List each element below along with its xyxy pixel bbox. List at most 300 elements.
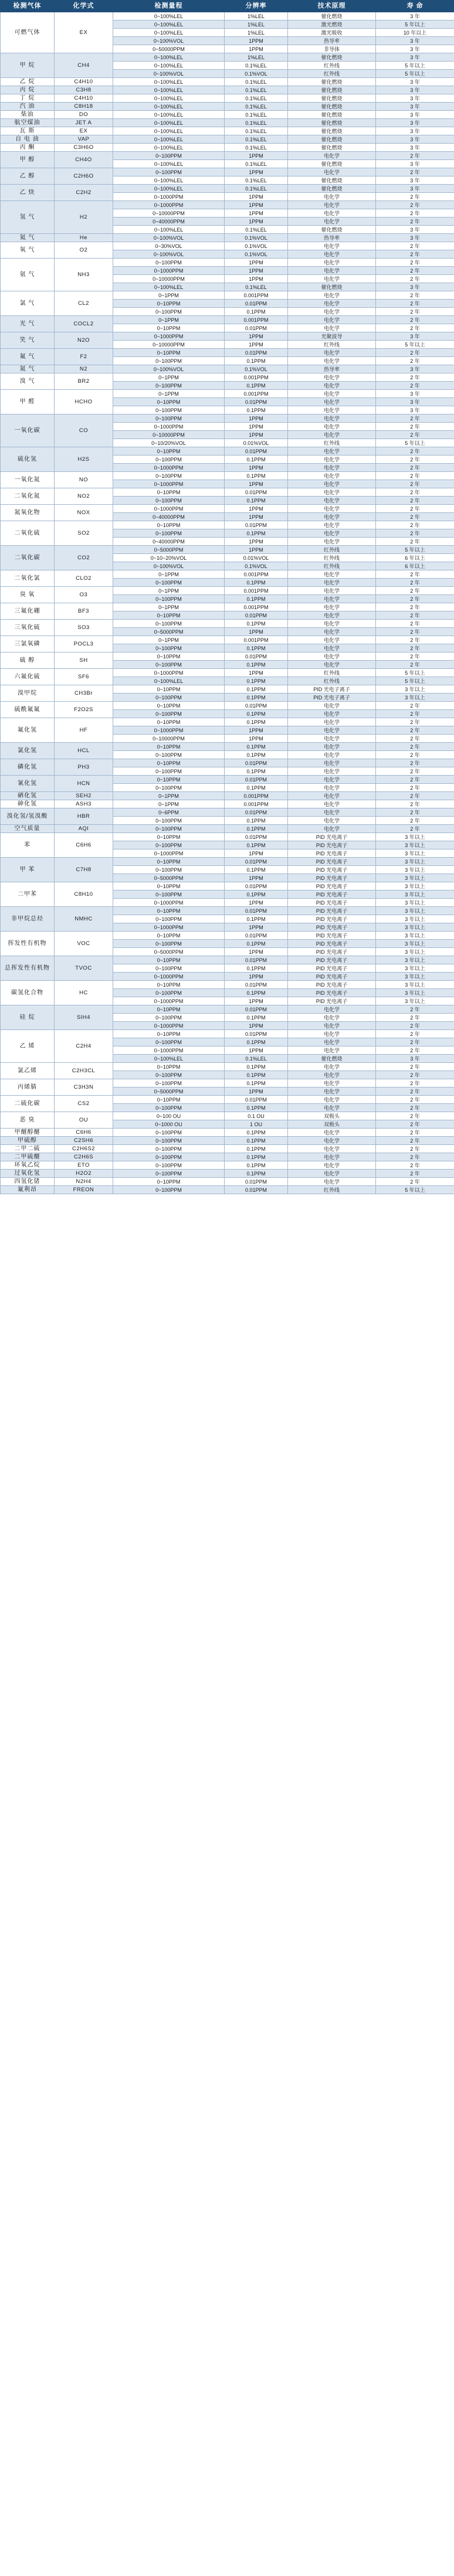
measurement-range-cell: 0~100PPM (113, 644, 225, 653)
chemical-formula-cell: N2O (55, 332, 113, 349)
resolution-cell: 1PPM (225, 414, 288, 423)
resolution-cell: 0.001PPM (225, 390, 288, 398)
technology-cell: 电化学 (288, 431, 376, 439)
resolution-cell: 0.1PPM (225, 472, 288, 480)
measurement-range-cell: 0~100%LEL (113, 94, 225, 103)
table-row (1, 521, 454, 529)
gas-name-cell: 氯乙烯 (1, 1063, 55, 1079)
lifetime-cell: 2 年 (376, 1014, 454, 1022)
measurement-range-cell: 0~1000PPM (113, 726, 225, 735)
resolution-cell: 1PPM (225, 948, 288, 956)
resolution-cell: 1PPM (225, 973, 288, 981)
measurement-range-cell: 0~1000PPM (113, 332, 225, 341)
resolution-cell: 0.01PPM (225, 653, 288, 661)
chemical-formula-cell: SEH2 (55, 792, 113, 800)
technology-cell: 红外线 (288, 70, 376, 78)
measurement-range-cell: 0~1000PPM (113, 923, 225, 932)
technology-cell: 电化学 (288, 193, 376, 201)
technology-cell: 电化学 (288, 390, 376, 398)
resolution-cell: 1PPM (225, 193, 288, 201)
technology-cell: 电化学 (288, 710, 376, 718)
table-row (1, 135, 454, 144)
lifetime-cell: 3 年 (376, 45, 454, 53)
table-row (1, 316, 454, 324)
lifetime-cell: 3 年以上 (376, 833, 454, 841)
measurement-range-cell: 0~1000PPM (113, 423, 225, 431)
measurement-range-cell: 0~100%VOL (113, 365, 225, 373)
lifetime-cell: 2 年 (376, 636, 454, 644)
technology-cell: 电化学 (288, 1096, 376, 1104)
technology-cell: 电化学 (288, 472, 376, 480)
chemical-formula-cell: HCN (55, 776, 113, 792)
resolution-cell: 0.1PPM (225, 784, 288, 792)
technology-cell: 红外线 (288, 669, 376, 677)
lifetime-cell: 3 年以上 (376, 849, 454, 858)
lifetime-cell: 2 年 (376, 644, 454, 653)
measurement-range-cell: 0~10PPM (113, 776, 225, 784)
technology-cell: 电化学 (288, 250, 376, 259)
resolution-cell: 0.1%LEL (225, 119, 288, 127)
measurement-range-cell: 0~100%LEL (113, 144, 225, 152)
gas-name-cell: 甲 醛 (1, 390, 55, 414)
resolution-cell: 0.1PPM (225, 866, 288, 874)
technology-cell: 电化学 (288, 718, 376, 726)
resolution-cell: 0.01PPM (225, 349, 288, 357)
technology-cell: PID 光电离子 (288, 833, 376, 841)
technology-cell: 电化学 (288, 373, 376, 382)
measurement-range-cell: 0~100PPM (113, 414, 225, 423)
gas-name-cell: 碳氢化合物 (1, 981, 55, 1005)
technology-cell: PID 光电离子 (288, 923, 376, 932)
measurement-range-cell: 0~10PPM (113, 1178, 225, 1186)
gas-name-cell: 柴油 (1, 111, 55, 119)
technology-cell: 电化学 (288, 1038, 376, 1046)
resolution-cell: 0.1PPM (225, 1104, 288, 1112)
table-row (1, 1112, 454, 1120)
lifetime-cell: 2 年 (376, 472, 454, 480)
lifetime-cell: 2 年 (376, 1030, 454, 1038)
lifetime-cell: 3 年以上 (376, 997, 454, 1005)
measurement-range-cell: 0~10PPM (113, 858, 225, 866)
lifetime-cell: 2 年 (376, 513, 454, 521)
measurement-range-cell: 0~100%LEL (113, 226, 225, 234)
resolution-cell: 1PPM (225, 546, 288, 554)
measurement-range-cell: 0~100%LEL (113, 283, 225, 291)
technology-cell: 双极头 (288, 1120, 376, 1129)
table-row (1, 365, 454, 373)
measurement-range-cell: 0~100PPM (113, 1104, 225, 1112)
lifetime-cell: 2 年 (376, 529, 454, 538)
lifetime-cell: 3 年 (376, 1055, 454, 1063)
gas-name-cell: 氯 气 (1, 291, 55, 316)
technology-cell: 电化学 (288, 570, 376, 579)
chemical-formula-cell: VAP (55, 135, 113, 144)
technology-cell: 电化学 (288, 529, 376, 538)
resolution-cell: 1PPM (225, 923, 288, 932)
technology-cell: 催化燃烧 (288, 144, 376, 152)
measurement-range-cell: 0~1000PPM (113, 193, 225, 201)
technology-cell: PID 光电离子 (288, 899, 376, 907)
table-row (1, 152, 454, 160)
resolution-cell: 0.01PPM (225, 833, 288, 841)
technology-cell: PID 光电离子 (288, 940, 376, 948)
table-row (1, 242, 454, 250)
technology-cell: PID 光电离子 (288, 849, 376, 858)
table-row (1, 1079, 454, 1088)
technology-cell: PID 光电离子 (288, 956, 376, 964)
technology-cell: 电化学 (288, 603, 376, 611)
measurement-range-cell: 0~10PPM (113, 324, 225, 332)
measurement-range-cell: 0~1PPM (113, 792, 225, 800)
lifetime-cell: 2 年 (376, 193, 454, 201)
resolution-cell: 1PPM (225, 669, 288, 677)
resolution-cell: 0.1 OU (225, 1112, 288, 1120)
table-row (1, 981, 454, 989)
chemical-formula-cell: CO (55, 414, 113, 447)
column-header-technology: 技术原理 (288, 1, 376, 12)
measurement-range-cell: 0~100%VOL (113, 562, 225, 570)
measurement-range-cell: 0~10000PPM (113, 341, 225, 349)
gas-name-cell: 氟利昂 (1, 1186, 55, 1194)
gas-name-cell: 氮氧化物 (1, 505, 55, 521)
technology-cell: 电化学 (288, 743, 376, 751)
chemical-formula-cell: NO (55, 472, 113, 488)
gas-name-cell: 氢 气 (1, 201, 55, 234)
table-body (1, 12, 454, 1194)
lifetime-cell: 2 年 (376, 1104, 454, 1112)
measurement-range-cell: 0~5000PPM (113, 874, 225, 882)
gas-name-cell: 硫酰氟氟 (1, 702, 55, 718)
resolution-cell: 1PPM (225, 341, 288, 349)
measurement-range-cell: 0~100PPM (113, 866, 225, 874)
gas-name-cell: 三氧化硫 (1, 620, 55, 636)
chemical-formula-cell: C3H6O (55, 144, 113, 152)
measurement-range-cell: 0~100%LEL (113, 111, 225, 119)
measurement-range-cell: 0~100PPM (113, 1129, 225, 1137)
measurement-range-cell: 0~100PPM (113, 940, 225, 948)
table-row (1, 776, 454, 784)
measurement-range-cell: 0~10PPM (113, 882, 225, 891)
measurement-range-cell: 0~100%LEL (113, 127, 225, 135)
resolution-cell: 0.01PPM (225, 808, 288, 817)
column-header-formula: 化学式 (55, 1, 113, 12)
table-row (1, 78, 454, 86)
lifetime-cell: 2 年 (376, 291, 454, 300)
gas-name-cell: 航空煤油 (1, 119, 55, 127)
technology-cell: 催化燃烧 (288, 127, 376, 135)
resolution-cell: 0.01%VOL (225, 554, 288, 562)
technology-cell: 电化学 (288, 767, 376, 776)
resolution-cell: 0.1PPM (225, 357, 288, 365)
technology-cell: 红外线 (288, 554, 376, 562)
gas-name-cell: 六氟化硫 (1, 669, 55, 685)
resolution-cell: 0.1%VOL (225, 70, 288, 78)
measurement-range-cell: 0~1PPM (113, 291, 225, 300)
resolution-cell: 1 OU (225, 1120, 288, 1129)
resolution-cell: 0.1%LEL (225, 176, 288, 185)
measurement-range-cell: 0~100%VOL (113, 250, 225, 259)
table-row (1, 702, 454, 710)
gas-name-cell: 甲醚醇醚 (1, 1129, 55, 1137)
chemical-formula-cell: C2H4 (55, 1030, 113, 1063)
resolution-cell: 0.01PPM (225, 932, 288, 940)
measurement-range-cell: 0~100PPM (113, 168, 225, 176)
resolution-cell: 0.1%LEL (225, 103, 288, 111)
lifetime-cell: 2 年 (376, 308, 454, 316)
gas-name-cell: 二甲二硫 (1, 1145, 55, 1153)
lifetime-cell: 5 年以上 (376, 70, 454, 78)
table-row (1, 792, 454, 800)
table-row (1, 1153, 454, 1161)
technology-cell: 电化学 (288, 579, 376, 587)
measurement-range-cell: 0~100PPM (113, 989, 225, 997)
technology-cell: 电化学 (288, 308, 376, 316)
measurement-range-cell: 0~1PPM (113, 800, 225, 808)
technology-cell: 红外线 (288, 562, 376, 570)
measurement-range-cell: 0~10/20%VOL (113, 439, 225, 447)
technology-cell: 电化学 (288, 800, 376, 808)
lifetime-cell: 3 年 (376, 37, 454, 45)
measurement-range-cell: 0~100PPM (113, 767, 225, 776)
resolution-cell: 1PPM (225, 45, 288, 53)
measurement-range-cell: 0~100PPM (113, 964, 225, 973)
lifetime-cell: 3 年 (376, 144, 454, 152)
lifetime-cell: 2 年 (376, 201, 454, 209)
resolution-cell: 0.1PPM (225, 456, 288, 464)
technology-cell: 电化学 (288, 595, 376, 603)
table-row (1, 103, 454, 111)
measurement-range-cell: 0~100%VOL (113, 234, 225, 242)
resolution-cell: 1PPM (225, 538, 288, 546)
resolution-cell: 1%LEL (225, 21, 288, 29)
gas-name-cell: 笑 气 (1, 332, 55, 349)
lifetime-cell: 3 年 (376, 234, 454, 242)
measurement-range-cell: 0~100PPM (113, 891, 225, 899)
resolution-cell: 0.1PPM (225, 1071, 288, 1079)
chemical-formula-cell: F2O2S (55, 702, 113, 718)
chemical-formula-cell: HC (55, 981, 113, 1005)
resolution-cell: 0.1PPM (225, 751, 288, 759)
measurement-range-cell: 0~100PPM (113, 784, 225, 792)
lifetime-cell: 3 年以上 (376, 932, 454, 940)
chemical-formula-cell: CL2 (55, 291, 113, 316)
technology-cell: 电化学 (288, 661, 376, 669)
resolution-cell: 1PPM (225, 1046, 288, 1055)
lifetime-cell: 2 年 (376, 316, 454, 324)
table-row (1, 1137, 454, 1145)
technology-cell: 催化燃烧 (288, 103, 376, 111)
technology-cell: 电化学 (288, 218, 376, 226)
lifetime-cell: 2 年 (376, 497, 454, 505)
measurement-range-cell: 0~100%LEL (113, 12, 225, 21)
technology-cell: 电化学 (288, 152, 376, 160)
lifetime-cell: 2 年 (376, 464, 454, 472)
technology-cell: 催化燃烧 (288, 283, 376, 291)
chemical-formula-cell: C2H3CL (55, 1063, 113, 1079)
table-row (1, 185, 454, 193)
gas-name-cell: 硒化氢 (1, 792, 55, 800)
resolution-cell: 0.1PPM (225, 710, 288, 718)
technology-cell: PID 光电离子 (288, 964, 376, 973)
measurement-range-cell: 0~100PPM (113, 1145, 225, 1153)
technology-cell: 电化学 (288, 776, 376, 784)
measurement-range-cell: 0~100PPM (113, 1170, 225, 1178)
resolution-cell: 0.1%LEL (225, 1055, 288, 1063)
resolution-cell: 0.01PPM (225, 521, 288, 529)
technology-cell: 激光吸收 (288, 29, 376, 37)
resolution-cell: 0.1PPM (225, 940, 288, 948)
resolution-cell: 1PPM (225, 209, 288, 218)
chemical-formula-cell: CO2 (55, 546, 113, 570)
lifetime-cell: 3 年 (376, 12, 454, 21)
technology-cell: PID 光电离子 (288, 874, 376, 882)
chemical-formula-cell: POCL3 (55, 636, 113, 653)
resolution-cell: 0.1PPM (225, 891, 288, 899)
table-row (1, 800, 454, 808)
measurement-range-cell: 0~10PPM (113, 743, 225, 751)
lifetime-cell: 3 年 (376, 94, 454, 103)
chemical-formula-cell: H2O2 (55, 1170, 113, 1178)
technology-cell: 催化燃烧 (288, 176, 376, 185)
lifetime-cell: 2 年 (376, 505, 454, 513)
measurement-range-cell: 0~10PPM (113, 488, 225, 497)
table-row (1, 669, 454, 677)
resolution-cell: 0.1%LEL (225, 283, 288, 291)
lifetime-cell: 2 年 (376, 447, 454, 456)
technology-cell: 电化学 (288, 1129, 376, 1137)
lifetime-cell: 2 年 (376, 349, 454, 357)
technology-cell: PID 光电离子 (288, 932, 376, 940)
chemical-formula-cell: C8H10 (55, 882, 113, 907)
gas-name-cell: 溴化氢/氢溴酸 (1, 808, 55, 825)
measurement-range-cell: 0~1PPM (113, 570, 225, 579)
resolution-cell: 0.01PPM (225, 882, 288, 891)
lifetime-cell: 2 年 (376, 1120, 454, 1129)
lifetime-cell: 2 年 (376, 1170, 454, 1178)
chemical-formula-cell: H2S (55, 447, 113, 472)
gas-name-cell: 苯 (1, 833, 55, 858)
lifetime-cell: 2 年 (376, 628, 454, 636)
resolution-cell: 0.1PPM (225, 964, 288, 973)
gas-name-cell: 溴甲烷 (1, 685, 55, 702)
lifetime-cell: 2 年 (376, 570, 454, 579)
lifetime-cell: 2 年 (376, 751, 454, 759)
technology-cell: 电化学 (288, 505, 376, 513)
lifetime-cell: 3 年 (376, 185, 454, 193)
lifetime-cell: 3 年 (376, 127, 454, 135)
lifetime-cell: 2 年 (376, 784, 454, 792)
technology-cell: 电化学 (288, 464, 376, 472)
gas-name-cell: 溴 气 (1, 373, 55, 390)
measurement-range-cell: 0~1PPM (113, 587, 225, 595)
technology-cell: 电化学 (288, 1063, 376, 1071)
measurement-range-cell: 0~40000PPM (113, 218, 225, 226)
lifetime-cell: 2 年 (376, 423, 454, 431)
table-row (1, 956, 454, 964)
measurement-range-cell: 0~10000PPM (113, 735, 225, 743)
resolution-cell: 0.1PPM (225, 1137, 288, 1145)
table-row (1, 505, 454, 513)
resolution-cell: 1PPM (225, 628, 288, 636)
gas-name-cell: 可燃气体 (1, 12, 55, 53)
lifetime-cell: 2 年 (376, 521, 454, 529)
chemical-formula-cell: EX (55, 127, 113, 135)
technology-cell: 电化学 (288, 784, 376, 792)
lifetime-cell: 2 年 (376, 259, 454, 267)
technology-cell: 催化燃烧 (288, 94, 376, 103)
chemical-formula-cell: SO2 (55, 521, 113, 546)
lifetime-cell: 3 年 (376, 398, 454, 406)
chemical-formula-cell: O2 (55, 242, 113, 259)
resolution-cell: 1PPM (225, 726, 288, 735)
measurement-range-cell: 0~100%LEL (113, 176, 225, 185)
measurement-range-cell: 0~10PPM (113, 1030, 225, 1038)
lifetime-cell: 2 年 (376, 1005, 454, 1014)
chemical-formula-cell: NMHC (55, 907, 113, 932)
table-row (1, 603, 454, 611)
resolution-cell: 0.1PPM (225, 579, 288, 587)
technology-cell: PID 光电离子 (288, 973, 376, 981)
lifetime-cell: 3 年 (376, 86, 454, 94)
table-row (1, 1005, 454, 1014)
technology-cell: 热导率 (288, 365, 376, 373)
lifetime-cell: 3 年以上 (376, 841, 454, 849)
gas-name-cell: 氟 气 (1, 349, 55, 365)
technology-cell: 红外线 (288, 546, 376, 554)
lifetime-cell: 3 年 (376, 135, 454, 144)
column-header-resolution: 分辨率 (225, 1, 288, 12)
chemical-formula-cell: ASH3 (55, 800, 113, 808)
resolution-cell: 0.1%VOL (225, 365, 288, 373)
measurement-range-cell: 0~10PPM (113, 300, 225, 308)
resolution-cell: 0.01PPM (225, 956, 288, 964)
resolution-cell: 0.01PPM (225, 759, 288, 767)
measurement-range-cell: 0~1PPM (113, 373, 225, 382)
resolution-cell: 0.1%LEL (225, 160, 288, 168)
lifetime-cell: 3 年以上 (376, 907, 454, 915)
resolution-cell: 0.001PPM (225, 603, 288, 611)
technology-cell: PID 光电离子 (288, 997, 376, 1005)
table-row (1, 12, 454, 21)
resolution-cell: 0.01PPM (225, 324, 288, 332)
chemical-formula-cell: SH (55, 653, 113, 669)
chemical-formula-cell: PH3 (55, 759, 113, 776)
technology-cell: 热导率 (288, 37, 376, 45)
lifetime-cell: 2 年 (376, 792, 454, 800)
table-row (1, 472, 454, 480)
technology-cell: 电化学 (288, 497, 376, 505)
resolution-cell: 1PPM (225, 259, 288, 267)
lifetime-cell: 3 年 (376, 226, 454, 234)
measurement-range-cell: 0~100PPM (113, 1071, 225, 1079)
lifetime-cell: 3 年以上 (376, 964, 454, 973)
technology-cell: PID 光电子离子 (288, 694, 376, 702)
chemical-formula-cell: C7H8 (55, 858, 113, 882)
table-row (1, 488, 454, 497)
lifetime-cell: 5 年以上 (376, 439, 454, 447)
technology-cell: 电化学 (288, 1104, 376, 1112)
technology-cell: 电化学 (288, 259, 376, 267)
lifetime-cell: 3 年以上 (376, 940, 454, 948)
measurement-range-cell: 0~1000PPM (113, 997, 225, 1005)
lifetime-cell: 2 年 (376, 661, 454, 669)
lifetime-cell: 3 年以上 (376, 948, 454, 956)
lifetime-cell: 2 年 (376, 817, 454, 825)
table-row (1, 332, 454, 341)
technology-cell: 热导率 (288, 234, 376, 242)
resolution-cell: 1%LEL (225, 29, 288, 37)
resolution-cell: 0.1PPM (225, 644, 288, 653)
